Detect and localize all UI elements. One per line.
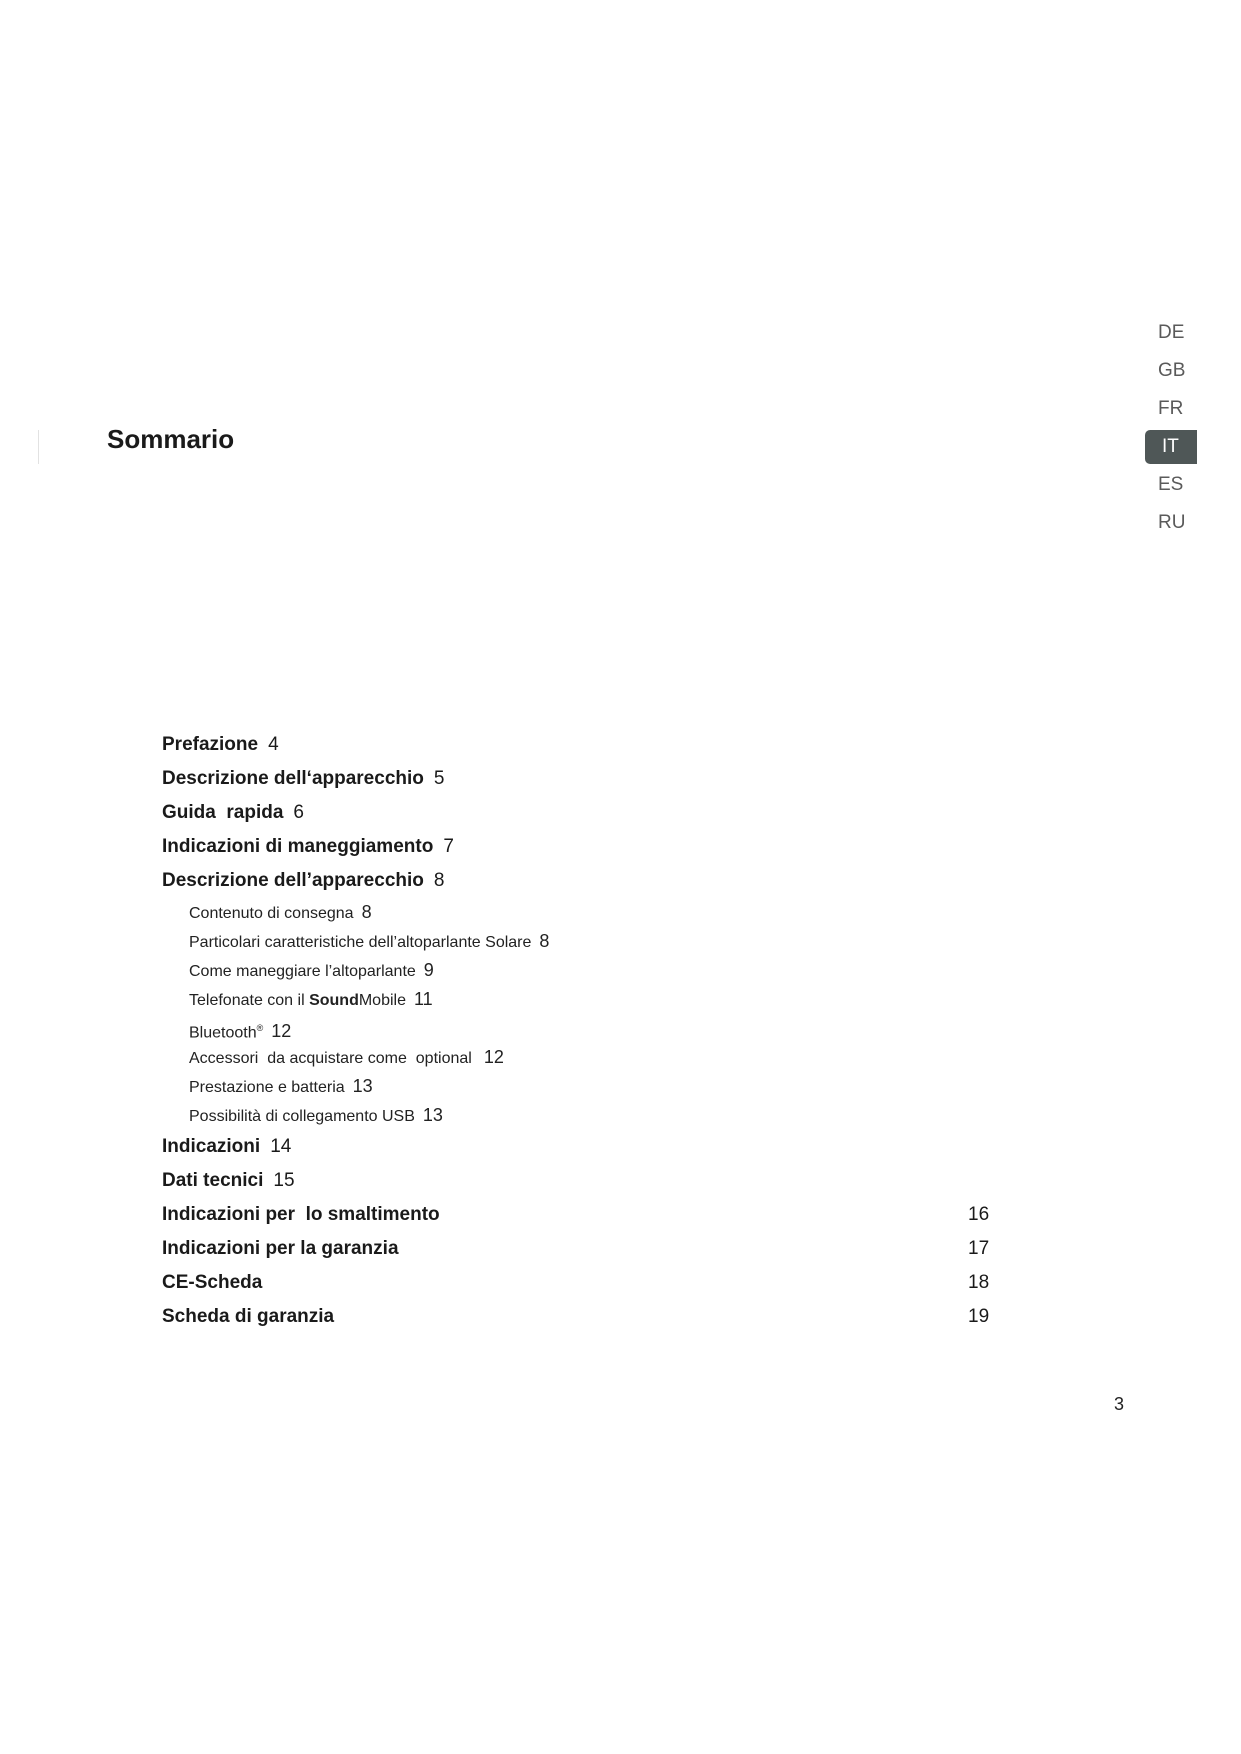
toc-entry-page: 7 (443, 836, 454, 857)
language-nav (1145, 316, 1197, 544)
toc-entry-page: 5 (433, 768, 445, 789)
toc-entry-page: 19 (968, 1306, 990, 1327)
toc-entry-label-prefix: Telefonate con il (189, 992, 310, 1009)
page-number: 3 (1114, 1394, 1125, 1414)
toc-subentry-usb[interactable] (162, 1101, 1002, 1130)
toc-entry-label: Descrizione dell‘apparecchio (162, 768, 424, 789)
registered-mark: ® (256, 1023, 264, 1033)
toc-entry-guida-rapida[interactable] (162, 796, 1002, 830)
table-of-contents (162, 728, 1002, 1334)
page-title: Sommario (107, 424, 235, 454)
toc-entry-maneggiamento[interactable] (162, 830, 1002, 864)
lang-tab-ru[interactable]: RU (1158, 512, 1186, 533)
toc-entry-label: Descrizione dell’apparecchio (162, 870, 424, 891)
toc-entry-page: 16 (968, 1204, 990, 1225)
toc-entry-label: Prestazione e batteria (189, 1079, 345, 1096)
toc-entry-label: Contenuto di consegna (189, 905, 354, 922)
lang-tab-de[interactable]: DE (1158, 322, 1185, 343)
toc-entry-page: 13 (352, 1076, 373, 1096)
toc-subentry-particolari[interactable] (162, 927, 1002, 956)
brand-mobile: Mobile (358, 992, 406, 1009)
toc-entry-label: Indicazioni di maneggiamento (162, 836, 434, 857)
toc-entry-page: 11 (413, 989, 433, 1009)
lang-tab-es[interactable]: ES (1158, 474, 1184, 495)
toc-entry-label: Scheda di garanzia (162, 1306, 335, 1327)
toc-entry-page: 17 (968, 1238, 990, 1259)
toc-entry-ce-scheda[interactable] (162, 1266, 1002, 1300)
toc-entry-page: 13 (422, 1105, 443, 1125)
toc-entry-page: 8 (433, 870, 445, 891)
toc-entry-scheda-garanzia[interactable] (162, 1300, 1002, 1334)
toc-entry-label: Indicazioni (162, 1136, 261, 1157)
toc-entry-page: 6 (293, 802, 304, 823)
toc-entry-garanzia[interactable] (162, 1232, 1002, 1266)
toc-entry-indicazioni[interactable] (162, 1130, 1002, 1164)
toc-entry-page: 18 (968, 1272, 990, 1293)
toc-entry-smaltimento[interactable] (162, 1198, 1002, 1232)
toc-entry-page: 9 (423, 960, 434, 980)
margin-rule (38, 430, 39, 464)
toc-entry-label: Bluetooth (189, 1024, 257, 1042)
toc-entry-label: Accessori da acquistare come optional (189, 1050, 472, 1067)
toc-subentry-batteria[interactable] (162, 1072, 1002, 1101)
toc-entry-label: Possibilità di collegamento USB (189, 1108, 415, 1125)
toc-entry-page: 12 (271, 1021, 292, 1042)
toc-entry-label: Particolari caratteristiche dell’altoparlante Solare (189, 934, 532, 951)
toc-entry-page: 4 (268, 734, 279, 755)
toc-entry-label: Dati tecnici (162, 1170, 264, 1191)
lang-tab-fr[interactable]: FR (1158, 398, 1184, 419)
lang-tab-it[interactable]: IT (1145, 430, 1197, 464)
brand-sound: Sound (309, 992, 359, 1009)
toc-entry-label: Indicazioni per la garanzia (162, 1238, 399, 1259)
toc-subentry-maneggiare[interactable] (162, 956, 1002, 985)
toc-entry-label: Guida rapida (162, 802, 284, 823)
toc-entry-label: CE-Scheda (162, 1272, 263, 1293)
toc-entry-page: 15 (273, 1170, 295, 1191)
toc-entry-page: 8 (361, 902, 372, 922)
toc-subentry-accessori[interactable] (162, 1043, 1002, 1072)
toc-subentry-bluetooth[interactable] (162, 1014, 1002, 1043)
toc-entry-page: 14 (270, 1136, 292, 1157)
toc-entry-descrizione-1[interactable] (162, 762, 1002, 796)
toc-entry-label: Come maneggiare l’altoparlante (189, 963, 416, 980)
toc-entry-label: Indicazioni per lo smaltimento (162, 1204, 440, 1225)
toc-entry-descrizione-2[interactable] (162, 864, 1002, 898)
toc-entry-dati-tecnici[interactable] (162, 1164, 1002, 1198)
toc-subentry-contenuto[interactable] (162, 898, 1002, 927)
toc-subentry-telefonate[interactable] (162, 985, 1002, 1014)
toc-entry-page: 12 (483, 1047, 504, 1067)
toc-entry-label: Prefazione (162, 734, 259, 755)
toc-entry-page: 8 (539, 931, 550, 951)
lang-tab-gb[interactable]: GB (1158, 360, 1186, 381)
toc-entry-prefazione[interactable] (162, 728, 1002, 762)
